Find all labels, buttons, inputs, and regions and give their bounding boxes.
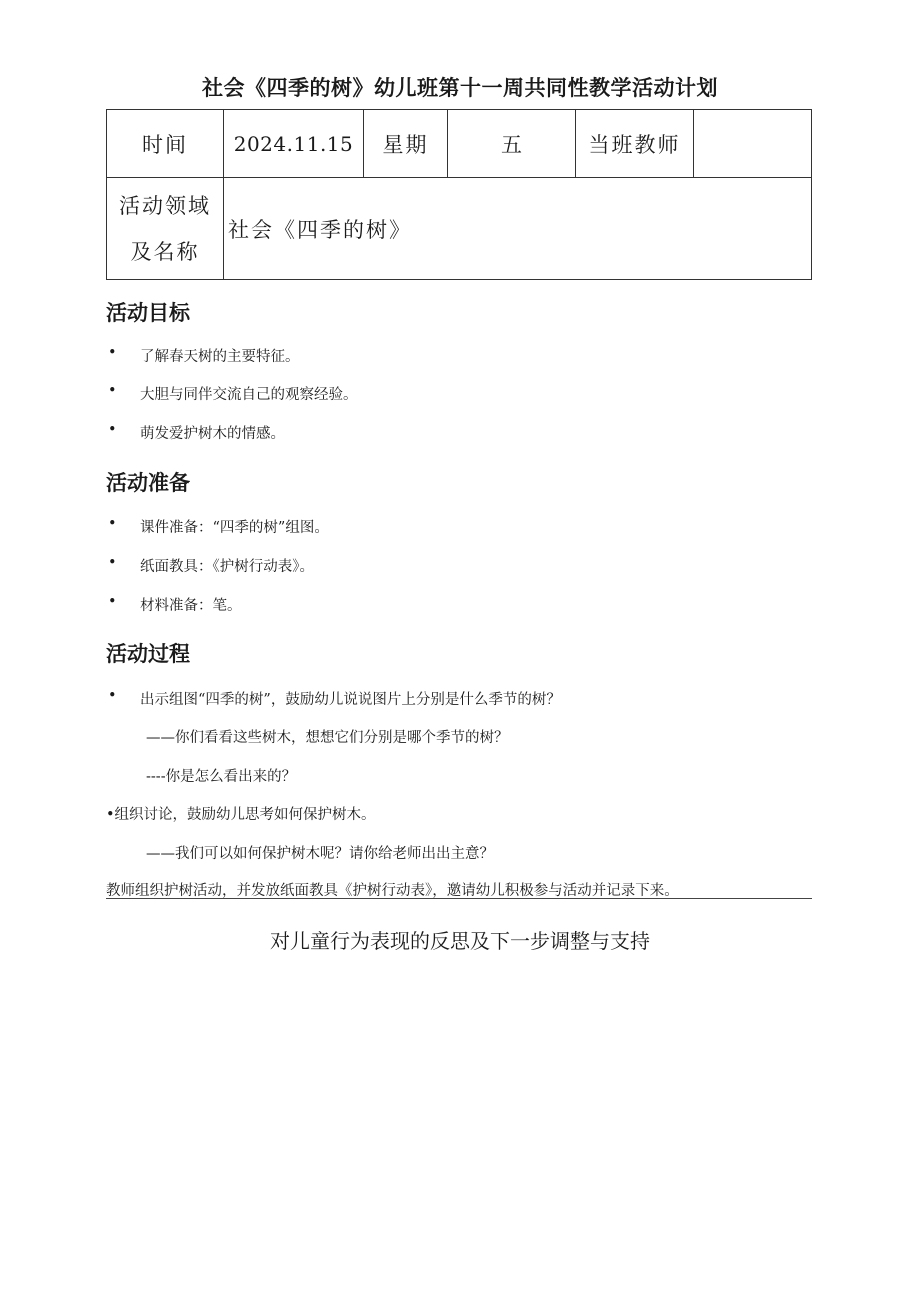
domain-label xyxy=(107,178,224,280)
domain-label-line2: 及名称 xyxy=(130,239,200,264)
process-question: ——我们可以如何保护树木呢？请你给老师出出主意？ xyxy=(146,846,494,862)
domain-value: 社会《四季的树》 xyxy=(224,178,812,280)
bullet-icon: • xyxy=(108,422,117,438)
teacher-value xyxy=(694,110,812,178)
reflection-heading: 对儿童行为表现的反思及下一步调整与支持 xyxy=(270,929,650,953)
bullet-icon: • xyxy=(108,345,117,361)
table-row xyxy=(107,110,812,178)
divider xyxy=(106,898,812,899)
process-step: 教师组织护树活动，并发放纸面教具《护树行动表》，邀请幼儿积极参与活动并记录下来。 xyxy=(106,883,679,899)
time-value: 2024.11.15 xyxy=(224,110,364,178)
table-row xyxy=(107,178,812,280)
goals-heading: 活动目标 xyxy=(106,301,190,325)
weekday-value: 五 xyxy=(448,110,576,178)
bullet-icon: • xyxy=(108,516,117,532)
page-title: 社会《四季的树》幼儿班第十一周共同性教学活动计划 xyxy=(202,76,718,100)
process-question: ——你们看看这些树木，想想它们分别是哪个季节的树？ xyxy=(146,730,509,746)
bullet-icon: • xyxy=(108,383,117,399)
preparation-heading: 活动准备 xyxy=(106,471,190,495)
process-step: •组织讨论，鼓励幼儿思考如何保护树木。 xyxy=(106,807,376,823)
teacher-label: 当班教师 xyxy=(576,110,694,178)
weekday-label: 星期 xyxy=(364,110,448,178)
bullet-icon: • xyxy=(108,555,117,571)
bullet-icon: • xyxy=(108,594,117,610)
domain-label-line1: 活动领域 xyxy=(119,193,211,218)
time-label: 时间 xyxy=(107,110,224,178)
bullet-icon: • xyxy=(108,688,117,704)
process-question: ----你是怎么看出来的？ xyxy=(146,769,297,785)
activity-info-table xyxy=(106,109,812,280)
process-heading: 活动过程 xyxy=(106,642,190,666)
